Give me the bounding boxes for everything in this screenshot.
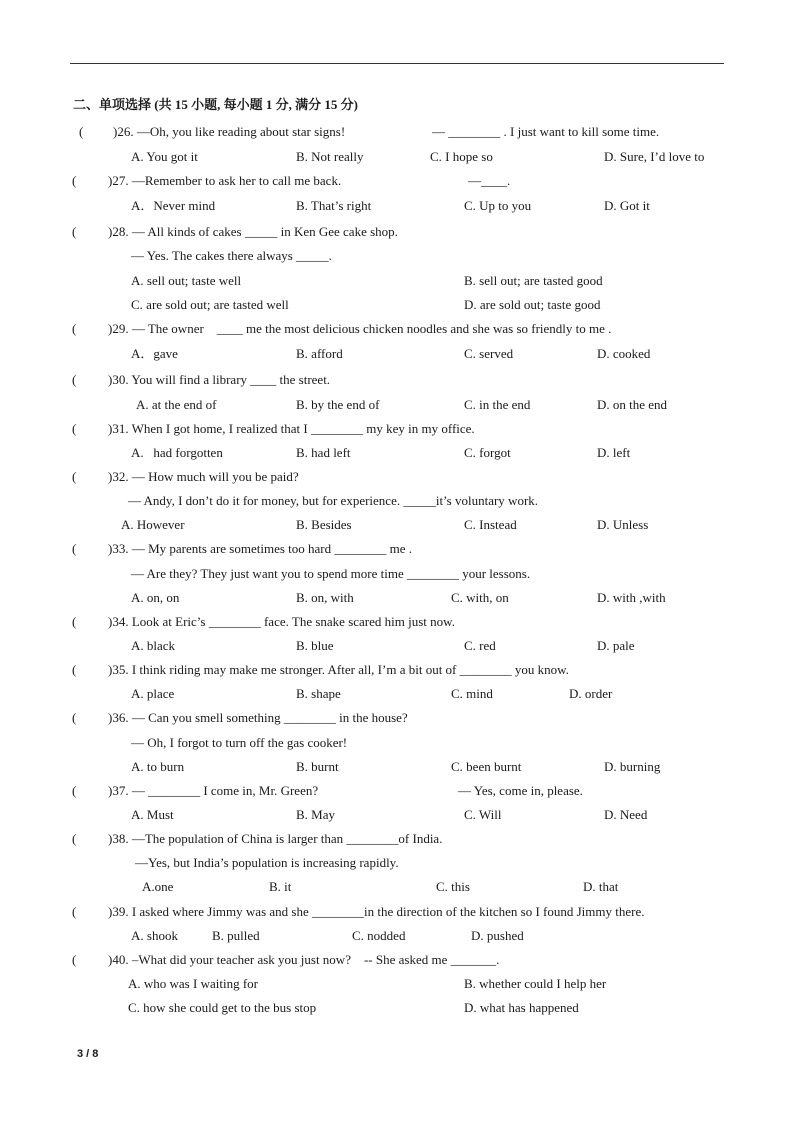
q26-option-d: D. Sure, I’d love to [604, 149, 705, 164]
q26-option-c: C. I hope so [430, 149, 493, 164]
q31-option-a: A. had forgotten [131, 445, 223, 460]
question-36-line2: — Oh, I forgot to turn off the gas cooker! [131, 735, 348, 750]
question-29-stem: )29. — The owner ____ me the most delicious chicken noodles and she was so friendly to me . [108, 321, 612, 336]
q38-option-d: D. that [583, 879, 619, 894]
q37-option-d: D. Need [604, 807, 648, 822]
answer-paren: ( [72, 224, 77, 239]
q27-option-c: C. Up to you [464, 198, 532, 213]
answer-paren: ( [72, 541, 77, 556]
question-36-stem: )36. — Can you smell something ________ in the house? [108, 710, 408, 725]
q38-option-b: B. it [269, 879, 292, 894]
q34-option-a: A. black [131, 638, 176, 653]
question-32-stem: )32. — How much will you be paid? [108, 469, 299, 484]
question-40-stem: )40. –What did your teacher ask you just now? -- She asked me _______. [108, 952, 500, 967]
answer-paren: ( [72, 952, 77, 967]
q30-option-c: C. in the end [464, 397, 531, 412]
q30-option-d: D. on the end [597, 397, 668, 412]
q32-option-a: A. However [121, 517, 185, 532]
q32-option-c: C. Instead [464, 517, 517, 532]
question-28-line2: — Yes. The cakes there always _____. [131, 248, 332, 263]
question-26-reply: — ________ . I just want to kill some time. [432, 124, 660, 139]
answer-paren: ( [72, 421, 77, 436]
question-27-reply: —____. [468, 173, 511, 188]
q35-option-d: D. order [569, 686, 613, 701]
q26-option-a: A. You got it [131, 149, 198, 164]
q37-option-a: A. Must [131, 807, 174, 822]
q28-option-d: D. are sold out; taste good [464, 297, 601, 312]
question-38-stem: )38. —The population of China is larger than ________of India. [108, 831, 443, 846]
question-37-reply: — Yes, come in, please. [458, 783, 583, 798]
q27-option-a: A．Never mind [131, 198, 216, 213]
question-28-stem: )28. — All kinds of cakes _____ in Ken Gee cake shop. [108, 224, 398, 239]
q33-option-d: D. with ,with [597, 590, 666, 605]
question-30-stem: )30. You will find a library ____ the street. [108, 372, 331, 387]
question-33-line2: — Are they? They just want you to spend more time ________ your lessons. [131, 566, 531, 581]
q40-option-d: D. what has happened [464, 1000, 579, 1015]
q33-option-c: C. with, on [451, 590, 509, 605]
q35-option-a: A. place [131, 686, 175, 701]
q27-option-b: B. That’s right [296, 198, 372, 213]
q37-option-b: B. May [296, 807, 335, 822]
q29-option-a: A．gave [131, 346, 178, 361]
q33-option-b: B. on, with [296, 590, 354, 605]
q39-option-d: D. pushed [471, 928, 524, 943]
answer-paren: ( [72, 614, 77, 629]
answer-paren: ( [72, 662, 77, 677]
answer-paren: ( [72, 321, 77, 336]
q29-option-c: C. served [464, 346, 514, 361]
q31-option-d: D. left [597, 445, 631, 460]
q26-option-b: B. Not really [296, 149, 364, 164]
question-34-stem: )34. Look at Eric’s ________ face. The snake scared him just now. [108, 614, 455, 629]
q29-option-d: D. cooked [597, 346, 651, 361]
q28-option-c: C. are sold out; are tasted well [131, 297, 289, 312]
q30-option-b: B. by the end of [296, 397, 380, 412]
q28-option-b: B. sell out; are tasted good [464, 273, 603, 288]
q32-option-d: D. Unless [597, 517, 649, 532]
q39-option-b: B. pulled [212, 928, 260, 943]
q40-option-a: A. who was I waiting for [128, 976, 258, 991]
q27-option-d: D. Got it [604, 198, 650, 213]
q34-option-b: B. blue [296, 638, 334, 653]
q38-option-a: A.one [142, 879, 174, 894]
question-27-stem: )27. —Remember to ask her to call me back. [108, 173, 342, 188]
question-39-stem: )39. I asked where Jimmy was and she ________in the direction of the kitchen so I found Jimmy there. [108, 904, 645, 919]
q28-option-a: A. sell out; taste well [131, 273, 242, 288]
q30-option-a: A. at the end of [136, 397, 217, 412]
question-38-line2: —Yes, but India’s population is increasing rapidly. [135, 855, 399, 870]
q36-option-c: C. been burnt [451, 759, 522, 774]
q32-option-b: B. Besides [296, 517, 352, 532]
page-number: 3 / 8 [77, 1048, 99, 1060]
header-rule [70, 63, 724, 64]
answer-paren: ( [72, 710, 77, 725]
question-37-stem: )37. — ________ I come in, Mr. Green? [108, 783, 319, 798]
question-31-stem: )31. When I got home, I realized that I ________ my key in my office. [108, 421, 475, 436]
q40-option-b: B. whether could I help her [464, 976, 607, 991]
q29-option-b: B. afford [296, 346, 343, 361]
q39-option-a: A. shook [131, 928, 178, 943]
section-title: 二、单项选择 (共 15 小题, 每小题 1 分, 满分 15 分) [73, 97, 358, 112]
q38-option-c: C. this [436, 879, 470, 894]
question-32-line2: — Andy, I don’t do it for money, but for experience. _____it’s voluntary work. [128, 493, 539, 508]
q36-option-d: D. burning [604, 759, 661, 774]
answer-paren: ( [72, 904, 77, 919]
q31-option-b: B. had left [296, 445, 351, 460]
q34-option-c: C. red [464, 638, 496, 653]
question-35-stem: )35. I think riding may make me stronger. After all, I’m a bit out of ________ you know. [108, 662, 569, 677]
question-33-stem: )33. — My parents are sometimes too hard ________ me . [108, 541, 412, 556]
q35-option-c: C. mind [451, 686, 493, 701]
q36-option-b: B. burnt [296, 759, 339, 774]
answer-paren: ( [79, 124, 84, 139]
q35-option-b: B. shape [296, 686, 341, 701]
answer-paren: ( [72, 469, 77, 484]
q36-option-a: A. to burn [131, 759, 185, 774]
q39-option-c: C. nodded [352, 928, 406, 943]
q31-option-c: C. forgot [464, 445, 511, 460]
q40-option-c: C. how she could get to the bus stop [128, 1000, 317, 1015]
q37-option-c: C. Will [464, 807, 502, 822]
answer-paren: ( [72, 173, 77, 188]
answer-paren: ( [72, 783, 77, 798]
question-26-stem: )26. —Oh, you like reading about star signs! [113, 124, 346, 139]
answer-paren: ( [72, 831, 77, 846]
q34-option-d: D. pale [597, 638, 635, 653]
answer-paren: ( [72, 372, 77, 387]
q33-option-a: A. on, on [131, 590, 180, 605]
